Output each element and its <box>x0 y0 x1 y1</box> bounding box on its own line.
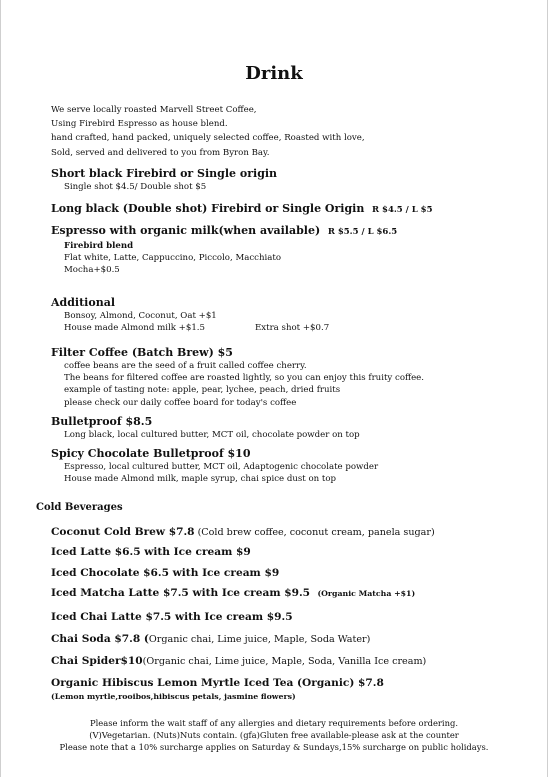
item-price: R $5.5 / L $6.5 <box>327 227 398 237</box>
item-detail: coffee beans are the seed of a fruit called coffee cherry. <box>64 361 307 371</box>
menu-item-espresso <box>51 223 521 277</box>
intro-line: hand crafted, hand packed, uniquely selected coffee, Roasted with love, <box>51 133 365 144</box>
item-blend: Firebird blend <box>64 241 134 251</box>
item-name: Additional <box>51 296 115 309</box>
item-detail: please check our daily coffee board for today's coffee <box>64 397 297 408</box>
item-detail: Extra shot +$0.7 <box>255 323 330 334</box>
item-name: Short black Firebird or Single origin <box>51 167 278 180</box>
item-desc: (Organic chai, Lime juice, Maple, Soda, Vanilla Ice cream) <box>142 656 427 667</box>
intro-line: Sold, served and delivered to you from Byron Bay. <box>51 147 270 158</box>
footer-line: Please inform the wait staff of any allergies and dietary requirements before ordering. <box>89 718 459 728</box>
page-title: Drink <box>245 63 303 84</box>
item-detail: Single shot $4.5/ Double shot $5 <box>64 182 207 192</box>
cold-item-hibiscus: Organic Hibiscus Lemon Myrtle Iced Tea (Organic) $7.8 <box>51 677 384 689</box>
item-extra: (Organic Matcha +$1) <box>317 589 416 598</box>
intro-text <box>51 103 365 160</box>
item-name: Spicy Chocolate Bulletproof $10 <box>51 447 251 460</box>
item-name: Chai Soda $7.8 ( <box>51 633 149 645</box>
cold-item-iced-latte: Iced Latte $6.5 with Ice cream $9 <box>51 546 251 558</box>
menu-item-short-black <box>51 166 521 193</box>
cold-item-iced-matcha <box>51 587 415 599</box>
menu-item-additional <box>51 295 521 334</box>
footer-line: (V)Vegetarian. (Nuts)Nuts contain. (gfa)Gluten free available-please ask at the counter <box>89 730 459 740</box>
menu-item-filter <box>51 345 521 409</box>
cold-item-chai-soda <box>51 633 370 645</box>
footer-notes <box>1 717 547 753</box>
item-name: Espresso with organic milk(when available) <box>51 224 321 237</box>
item-name: Coconut Cold Brew $7.8 <box>51 526 195 538</box>
footer-line: Please note that a 10% surcharge applies on Saturday & Sundays,15% surcharge on public holidays. <box>59 742 489 752</box>
item-name: Bulletproof $8.5 <box>51 415 153 428</box>
item-desc: (Cold brew coffee, coconut cream, panela sugar) <box>194 527 435 538</box>
item-name: Filter Coffee (Batch Brew) $5 <box>51 346 233 359</box>
item-detail: House made Almond milk, maple syrup, chai spice dust on top <box>64 474 337 485</box>
cold-item-hibiscus-detail: (Lemon myrtle,rooibos,hibiscus petals, jasmine flowers) <box>51 692 296 701</box>
item-detail: The beans for filtered coffee are roasted lightly, so you can enjoy this fruity coffee. <box>64 373 425 384</box>
item-mocha: Mocha+$0.5 <box>64 265 120 276</box>
menu-item-spicy-chocolate <box>51 446 521 485</box>
item-desc: Organic chai, Lime juice, Maple, Soda Water) <box>148 634 371 645</box>
menu-item-bulletproof <box>51 414 521 441</box>
cold-item-iced-chocolate: Iced Chocolate $6.5 with Ice cream $9 <box>51 567 280 579</box>
item-styles: Flat white, Latte, Cappuccino, Piccolo, Macchiato <box>64 253 282 264</box>
item-name: Long black (Double shot) Firebird or Single Origin <box>51 202 365 215</box>
cold-item-iced-chai: Iced Chai Latte $7.5 with Ice cream $9.5 <box>51 611 293 623</box>
cold-item-coconut <box>51 526 435 538</box>
item-name: Chai Spider$10 <box>51 655 143 667</box>
item-price: R $4.5 / L $5 <box>372 205 433 215</box>
item-name: Iced Matcha Latte $7.5 with Ice cream $9.5 <box>51 587 311 599</box>
item-detail: Espresso, local cultured butter, MCT oil, Adaptogenic chocolate powder <box>64 462 379 472</box>
item-detail: Long black, local cultured butter, MCT oil, chocolate powder on top <box>64 430 360 440</box>
item-detail: Bonsoy, Almond, Coconut, Oat +$1 <box>64 311 217 321</box>
cold-item-chai-spider <box>51 655 426 667</box>
intro-line: Using Firebird Espresso as house blend. <box>51 119 228 130</box>
menu-item-long-black <box>51 201 521 218</box>
cold-beverages-heading: Cold Beverages <box>36 502 123 513</box>
intro-line: We serve locally roasted Marvell Street Coffee, <box>51 105 257 115</box>
item-detail: example of tasting note: apple, pear, lychee, peach, dried fruits <box>64 385 341 396</box>
item-detail: House made Almond milk +$1.5 <box>64 323 205 334</box>
